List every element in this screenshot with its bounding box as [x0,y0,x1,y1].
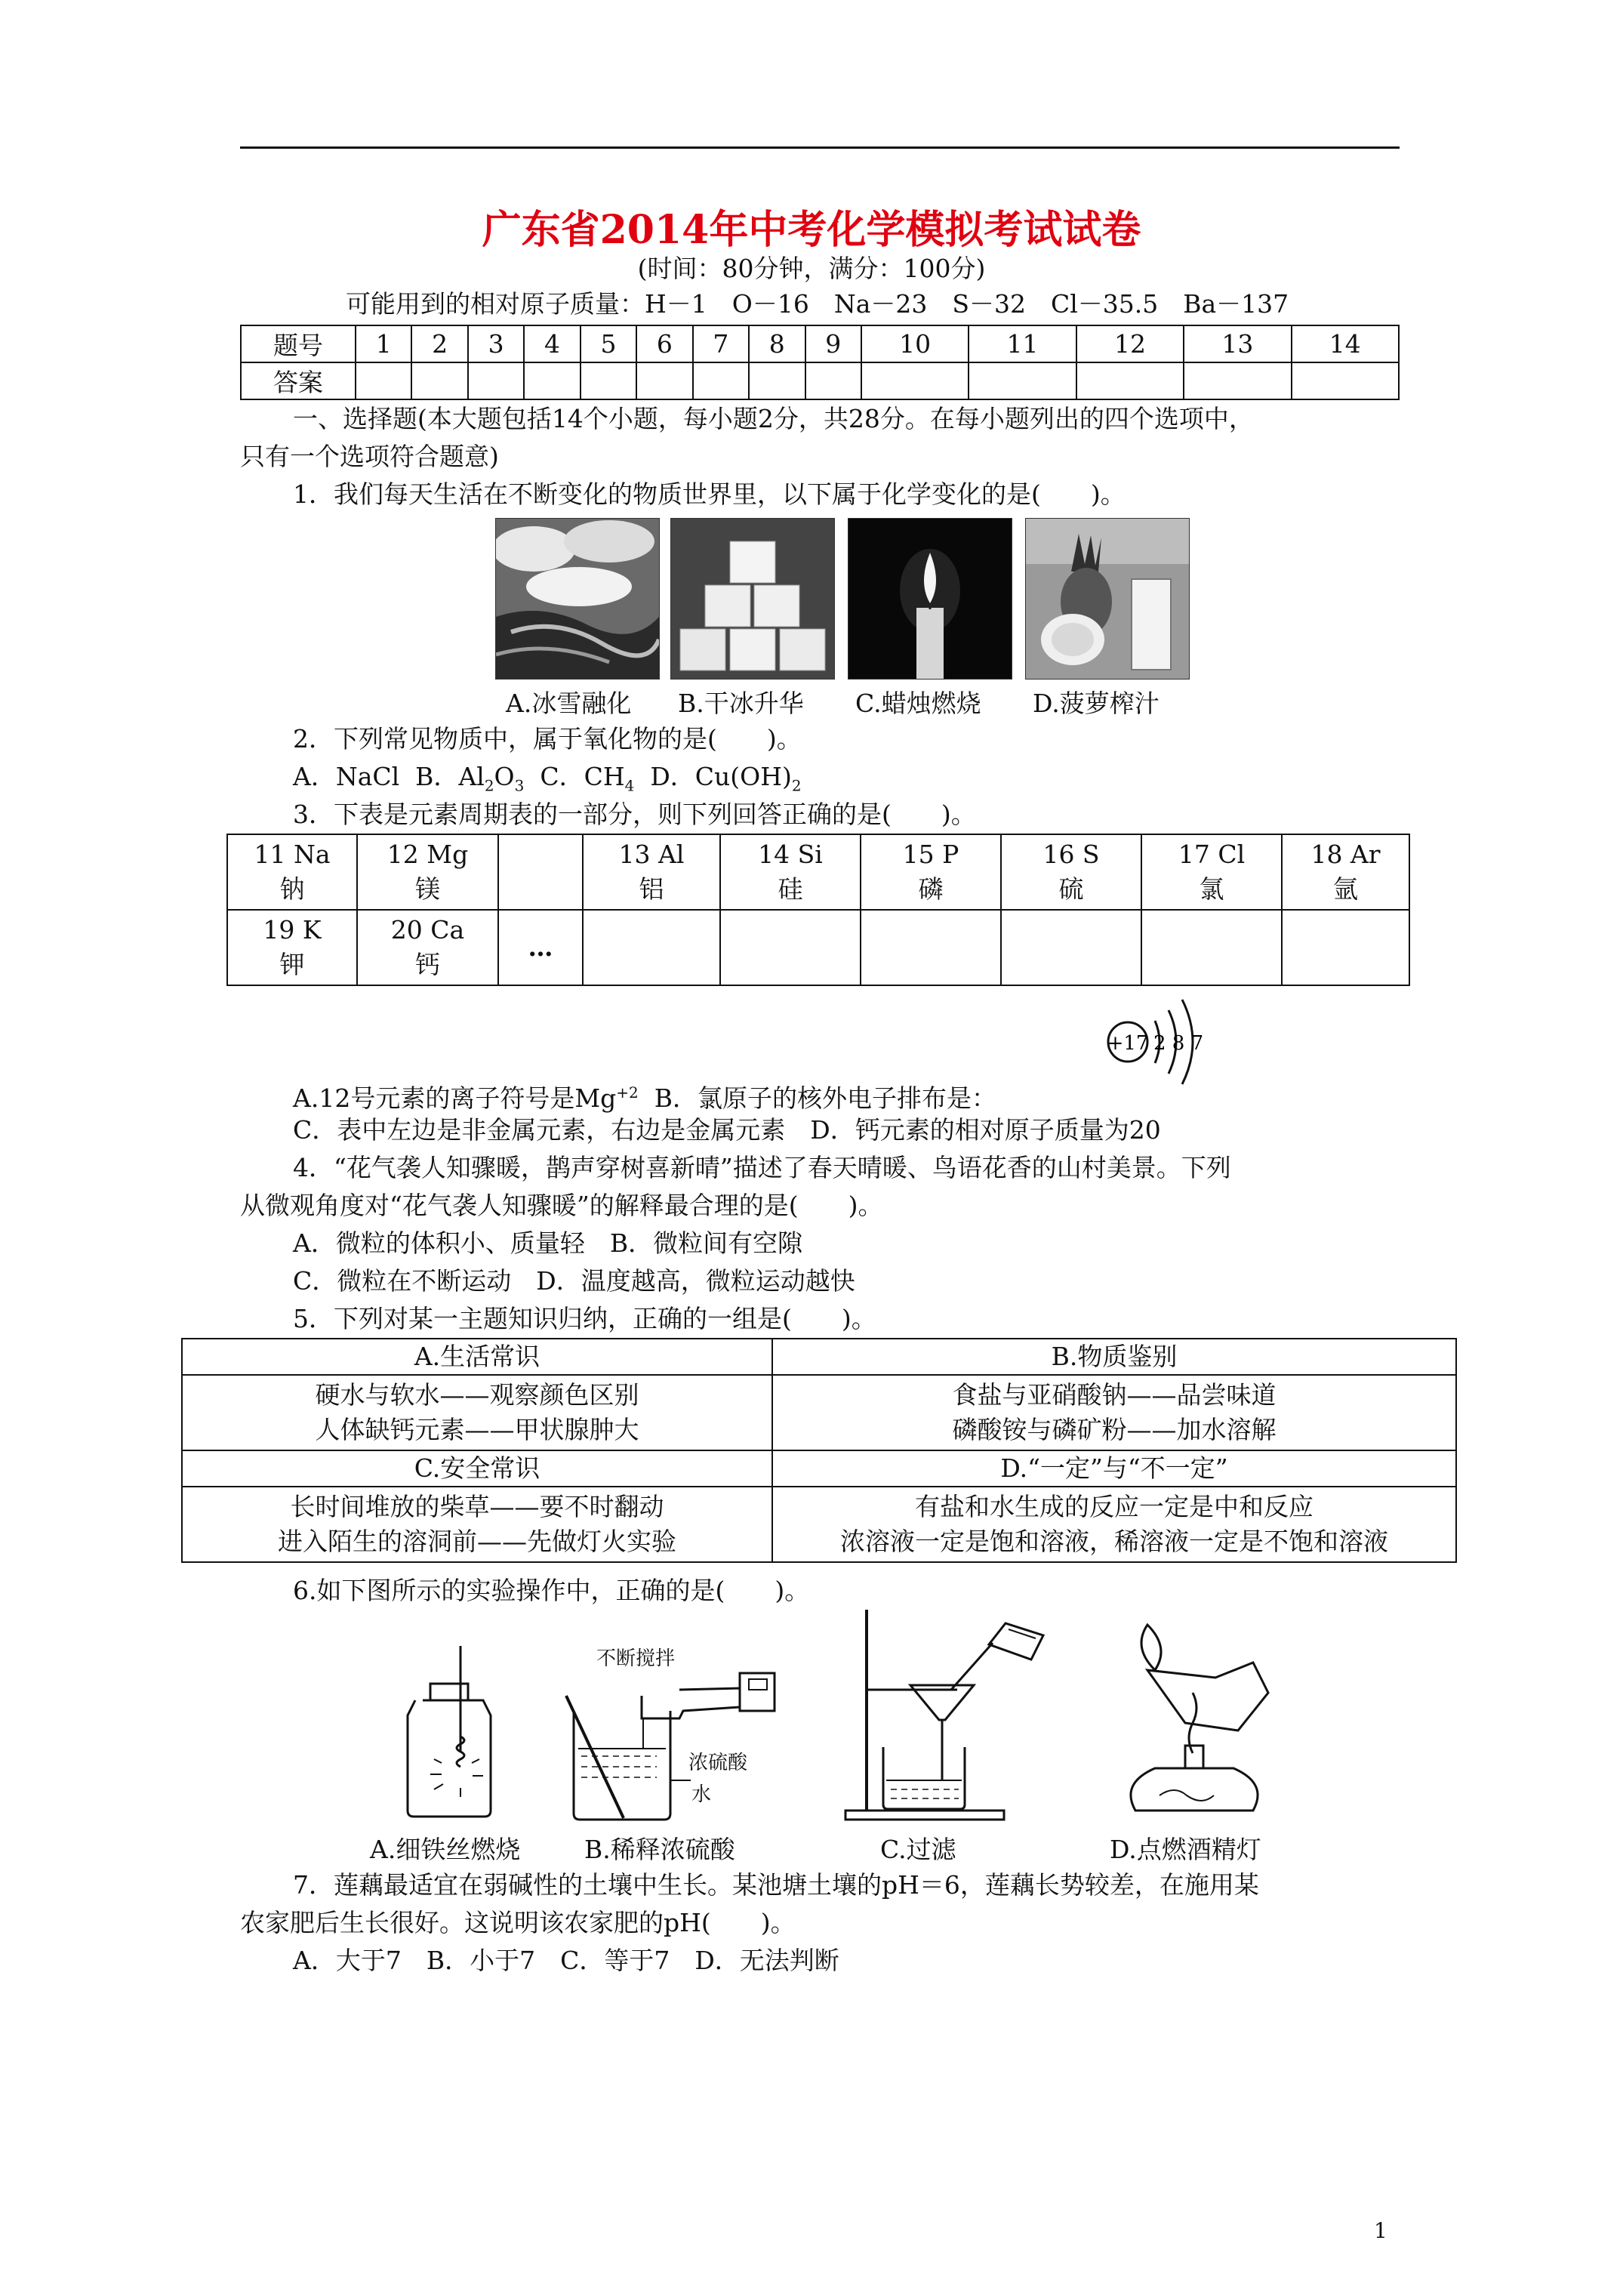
q2-option-b: B．$Al_2O_3$ [415,762,525,795]
knowledge-table [181,1338,1457,1563]
q7-stem-line2: 农家肥后生长很好。这说明该农家肥的pH( )。 [240,1908,796,1937]
diagram-iron-wire-burning [400,1646,506,1820]
element-cell: 14 Si 硅 [720,834,861,910]
q3-stem: 3．下表是元素周期表的一部分，则下列回答正确的是( )。 [293,800,976,829]
group-c-content: 长时间堆放的柴草——要不时翻动 进入陌生的溶洞前——先做灯火实验 [182,1487,772,1562]
chlorine-atom-diagram [1099,982,1212,1087]
element-cell: 18 Ar 氩 [1282,834,1409,910]
q3-options-ab [293,1075,996,1116]
q4-options-cd: C．微粒在不断运动 D．温度越高，微粒运动越快 [293,1266,855,1296]
q7-stem-line1: 7．莲藕最适宜在弱碱性的土壤中生长。某池塘土壤的pH＝6，莲藕长势较差，在施用某 [293,1870,1259,1900]
q6-option-a: A.细铁丝燃烧 [370,1835,521,1864]
element-cell [498,834,583,910]
q4-stem-line2: 从微观角度对“花气袭人知骤暖”的解释最合理的是( )。 [240,1191,883,1220]
element-cell [1282,910,1409,985]
element-cell: 17 Cl 氯 [1141,834,1282,910]
group-d-content: 有盐和水生成的反应一定是中和反应 浓溶液一定是饱和溶液，稀溶液一定是不饱和溶液 [772,1487,1456,1562]
answer-cell[interactable] [805,362,861,399]
element-cell: 19 K 钾 [227,910,357,985]
diagram-filtration [838,1607,1057,1823]
q4-options-ab: A．微粒的体积小、质量轻 B．微粒间有空隙 [293,1228,803,1258]
atom-nucleus-label: +17 [1107,1032,1149,1055]
element-cell [720,910,861,985]
section-intro-line2: 只有一个选项符合题意) [240,442,499,471]
q7-options: A．大于7 B．小于7 C．等于7 D．无法判断 [293,1946,839,1975]
section-intro-line1: 一、选择题(本大题包括14个小题，每小题2分，共28分。在每小题列出的四个选项中， [293,404,1254,433]
element-cell: 15 P 磷 [861,834,1001,910]
answer-cell[interactable] [411,362,467,399]
element-cell-ellipsis: … [498,910,583,985]
element-cell [1141,910,1282,985]
group-d-heading: D.“一定”与“不一定” [772,1450,1456,1487]
top-rule [240,146,1400,149]
diagram-alcohol-lamp [1102,1617,1283,1823]
q2-stem: 2．下列常见物质中，属于氧化物的是( )。 [293,724,802,754]
element-cell [1001,910,1141,985]
q2-option-d: D．$Cu(OH)_2$ [650,762,802,795]
question-number: 7 [693,325,749,362]
photo-burning-candle [848,518,1012,680]
q3-option-a: A.12号元素的离子符号是$Mg^{+2}$ [293,1083,639,1113]
photo-pineapple-juice [1025,518,1190,680]
group-b-heading: B.物质鉴别 [772,1339,1456,1375]
question-number: 14 [1292,325,1399,362]
element-cell [861,910,1001,985]
q1-option-d: D.菠萝榨汁 [1033,689,1160,718]
element-cell: 11 Na 钠 [227,834,357,910]
photo-dry-ice-cubes [670,518,835,680]
q6-stem: 6.如下图所示的实验操作中，正确的是( )。 [293,1576,810,1605]
q6-option-b: B.稀释浓硫酸 [584,1835,735,1864]
q6-option-d: D.点燃酒精灯 [1110,1835,1261,1864]
answer-cell[interactable] [524,362,580,399]
element-cell [583,910,720,985]
q4-stem-line1: 4．“花气袭人知骤暖，鹊声穿树喜新晴”描述了春天晴暖、鸟语花香的山村美景。下列 [293,1153,1231,1182]
question-number: 3 [468,325,524,362]
atom-shell-labels: 2 8 7 [1153,1032,1204,1055]
answer-cell[interactable] [749,362,805,399]
q1-option-b: B.干冰升华 [678,689,804,718]
element-cell: 12 Mg 镁 [357,834,498,910]
group-c-heading: C.安全常识 [182,1450,772,1487]
diagram-dilute-sulfuric-acid [559,1643,785,1824]
answer-cell[interactable] [1076,362,1184,399]
answer-cell[interactable] [356,362,411,399]
question-number: 12 [1076,325,1184,362]
label-keep-stirring: 不断搅拌 [596,1647,676,1670]
group-b-content: 食盐与亚硝酸钠——品尝味道 磷酸铵与磷矿粉——加水溶解 [772,1375,1456,1450]
q1-stem: 1．我们每天生活在不断变化的物质世界里，以下属于化学变化的是( )。 [293,479,1126,509]
group-a-heading: A.生活常识 [182,1339,772,1375]
label-water: 水 [691,1783,712,1806]
answer-cell[interactable] [861,362,969,399]
q2-option-a: A．NaCl [293,762,400,791]
answer-table [240,325,1400,400]
q6-option-c: C.过滤 [880,1835,956,1864]
answer-cell[interactable] [636,362,692,399]
question-number: 10 [861,325,969,362]
q2-option-c: C．$CH_4$ [540,762,635,795]
question-number: 1 [356,325,411,362]
q1-option-a: A.冰雪融化 [506,689,632,718]
question-number: 6 [636,325,692,362]
question-number: 5 [581,325,636,362]
element-cell: 16 S 硫 [1001,834,1141,910]
page-number: 1 [1374,2218,1387,2243]
answer-table-answer-label: 答案 [241,362,356,399]
question-number: 11 [969,325,1076,362]
answer-table-number-label: 题号 [241,325,356,362]
q3-option-b: B．氯原子的核外电子排布是： [654,1083,996,1113]
answer-cell[interactable] [1292,362,1399,399]
question-number: 9 [805,325,861,362]
question-number: 2 [411,325,467,362]
answer-cell[interactable] [1184,362,1291,399]
atomic-masses: 可能用到的相对原子质量：H－1 O－16 Na－23 S－32 Cl－35.5 Ba－137 [346,289,1289,319]
periodic-table [226,834,1410,986]
element-cell: 13 Al 铝 [583,834,720,910]
question-number: 8 [749,325,805,362]
q2-options [293,760,802,803]
answer-cell[interactable] [468,362,524,399]
exam-title: 广东省2014年中考化学模拟考试试卷 [482,207,1141,253]
element-cell: 20 Ca 钙 [357,910,498,985]
answer-cell[interactable] [581,362,636,399]
answer-cell[interactable] [969,362,1076,399]
exam-subtitle: (时间：80分钟，满分：100分) [637,254,986,283]
q3-options-cd: C．表中左边是非金属元素，右边是金属元素 D．钙元素的相对原子质量为20 [293,1115,1161,1145]
photo-snow-melting [495,518,660,680]
answer-cell[interactable] [693,362,749,399]
label-concentrated-acid: 浓硫酸 [688,1752,748,1774]
q1-option-c: C.蜡烛燃烧 [855,689,981,718]
group-a-content: 硬水与软水——观察颜色区别 人体缺钙元素——甲状腺肿大 [182,1375,772,1450]
question-number: 4 [524,325,580,362]
question-number: 13 [1184,325,1291,362]
q5-stem: 5．下列对某一主题知识归纳，正确的一组是( )。 [293,1304,876,1333]
